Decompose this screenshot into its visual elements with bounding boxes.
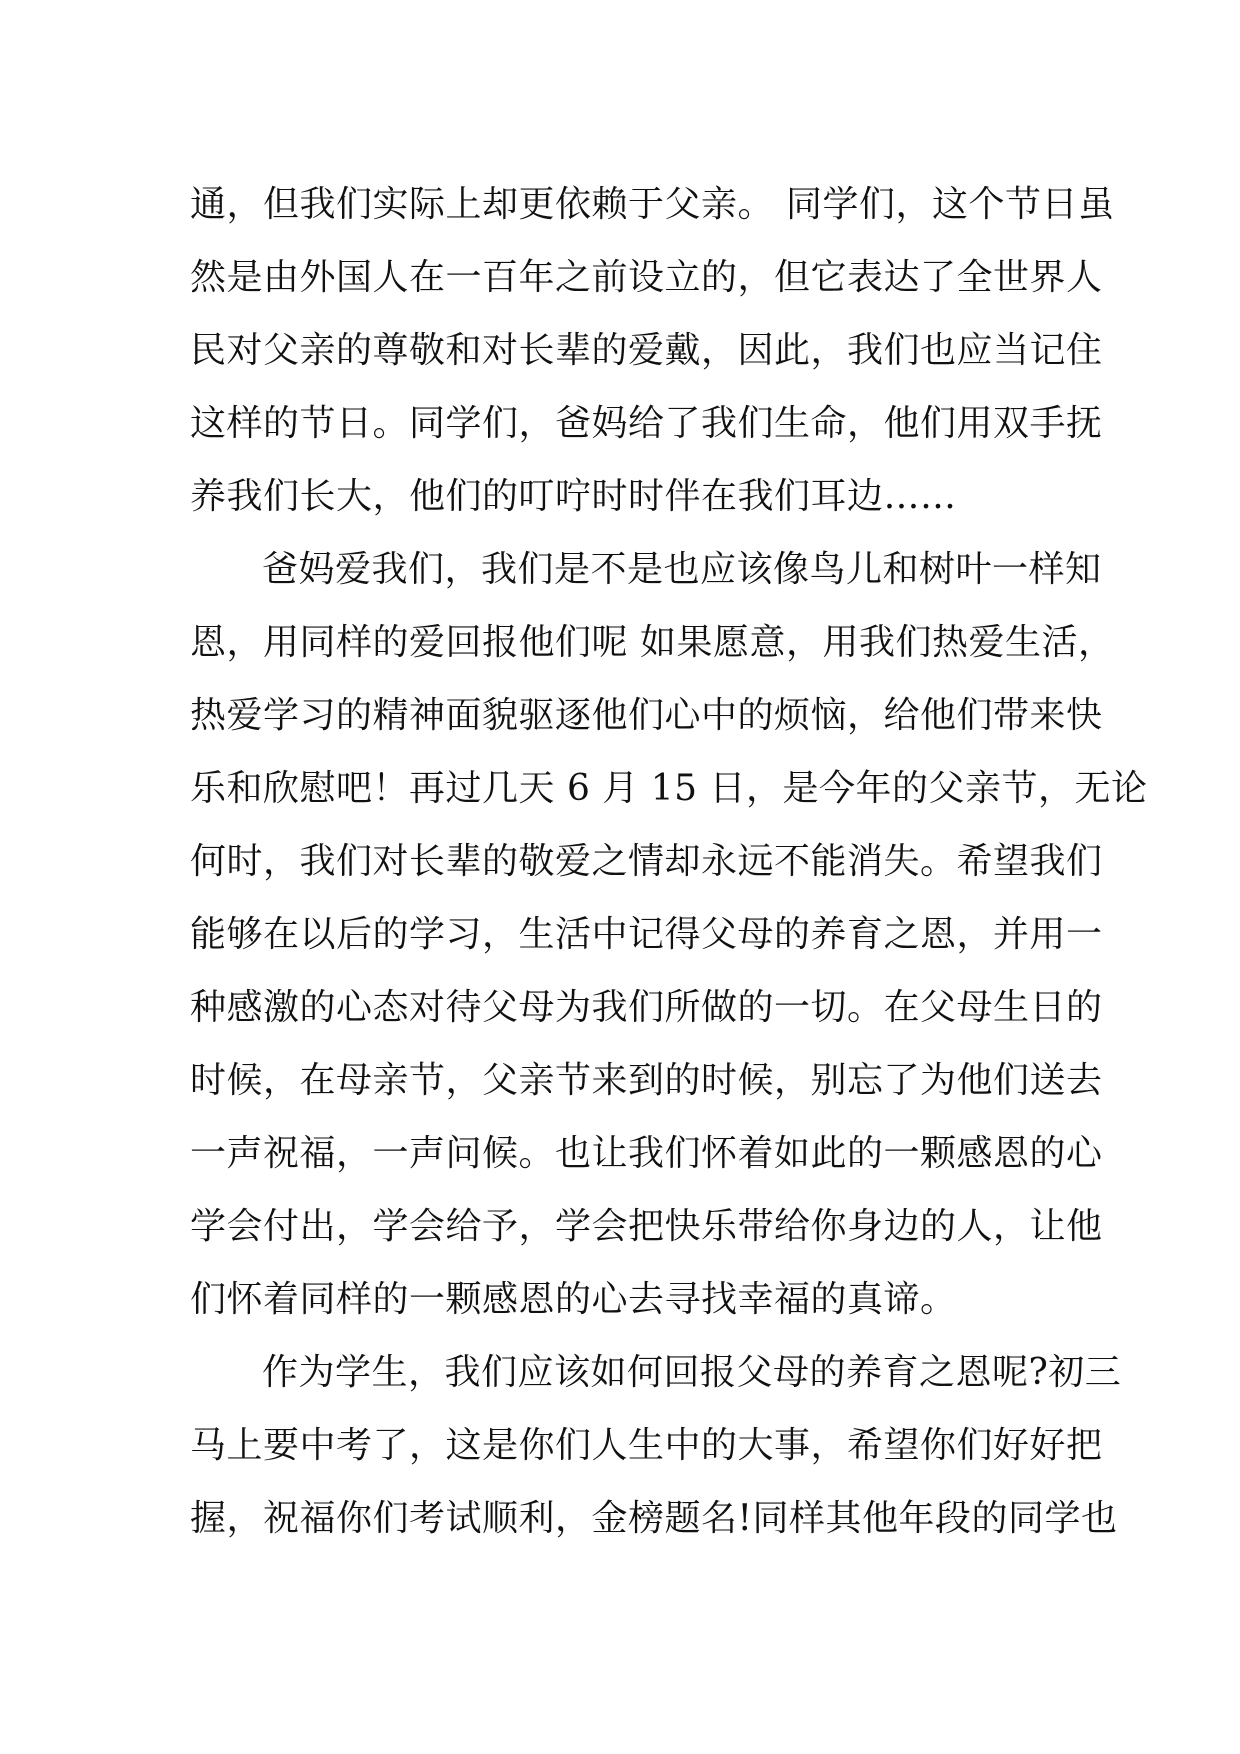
text-line: 马上要中考了，这是你们人生中的大事，希望你们好好把 xyxy=(190,1425,1103,1466)
text-line: 养我们长大，他们的叮咛时时伴在我们耳边…… xyxy=(190,476,957,517)
text-line: 们怀着同样的一颗感恩的心去寻找幸福的真谛。 xyxy=(190,1279,957,1320)
text-line: 热爱学习的精神面貌驱逐他们心中的烦恼，给他们带来快 xyxy=(190,695,1103,736)
text-line: 握，祝福你们考试顺利，金榜题名!同样其他年段的同学也 xyxy=(190,1498,1118,1539)
paragraph-first-line: 爸妈爱我们，我们是不是也应该像鸟儿和树叶一样知 xyxy=(262,549,1102,590)
text-line: 民对父亲的尊敬和对长辈的爱戴，因此，我们也应当记住 xyxy=(190,330,1103,371)
text-line: 学会付出，学会给予，学会把快乐带给你身边的人，让他 xyxy=(190,1206,1103,1247)
text-line: 种感激的心态对待父母为我们所做的一切。在父母生日的 xyxy=(190,987,1103,1028)
text-line: 然是由外国人在一百年之前设立的，但它表达了全世界人 xyxy=(190,257,1103,298)
text-line: 通，但我们实际上却更依赖于父亲。 同学们，这个节日虽 xyxy=(190,184,1115,225)
text-line: 一声祝福，一声问候。也让我们怀着如此的一颗感恩的心 xyxy=(190,1133,1103,1174)
text-line: 时候，在母亲节，父亲节来到的时候，别忘了为他们送去 xyxy=(190,1060,1103,1101)
text-line: 恩，用同样的爱回报他们呢 如果愿意，用我们热爱生活， xyxy=(190,622,1115,663)
text-line: 何时，我们对长辈的敬爱之情却永远不能消失。希望我们 xyxy=(190,841,1103,882)
paragraph-first-line: 作为学生，我们应该如何回报父母的养育之恩呢?初三 xyxy=(262,1352,1122,1393)
text-line: 能够在以后的学习，生活中记得父母的养育之恩，并用一 xyxy=(190,914,1103,955)
text-line: 这样的节日。同学们，爸妈给了我们生命，他们用双手抚 xyxy=(190,403,1103,444)
text-line: 乐和欣慰吧！再过几天 6 月 15 日，是今年的父亲节，无论 xyxy=(190,768,1148,809)
body-text xyxy=(190,168,1148,1555)
